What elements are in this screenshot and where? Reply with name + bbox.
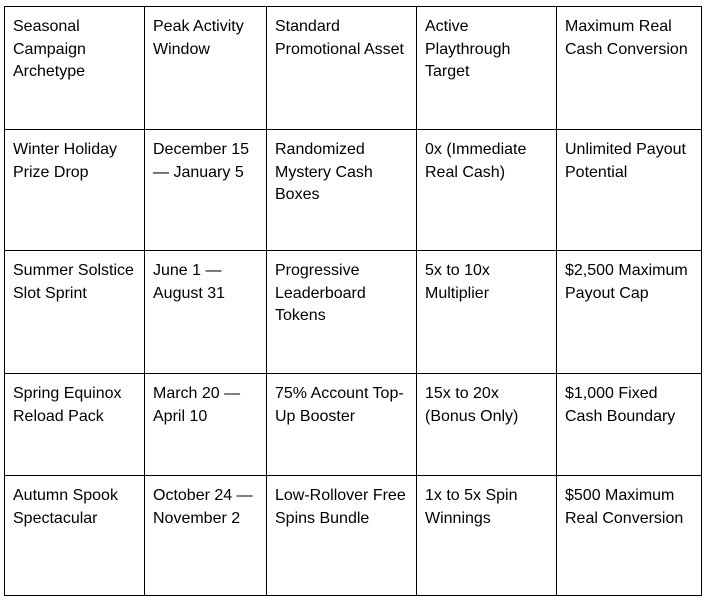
table-cell: 1x to 5x Spin Winnings (417, 476, 557, 596)
table-cell: $500 Maximum Real Conversion (557, 476, 702, 596)
table-cell: Spring Equinox Reload Pack (5, 374, 145, 476)
table-cell: 5x to 10x Multiplier (417, 251, 557, 374)
table-cell: 0x (Immediate Real Cash) (417, 130, 557, 251)
table-cell: Randomized Mystery Cash Boxes (267, 130, 417, 251)
table-row (5, 374, 702, 476)
table-header-row (5, 7, 702, 130)
table-cell: $2,500 Maximum Payout Cap (557, 251, 702, 374)
table-row (5, 476, 702, 596)
table-cell: Low-Rollover Free Spins Bundle (267, 476, 417, 596)
header-cell-peak-activity-window: Peak Activity Window (145, 7, 267, 130)
table-cell: Winter Holiday Prize Drop (5, 130, 145, 251)
table-cell: March 20 — April 10 (145, 374, 267, 476)
table-cell: Progressive Leaderboard Tokens (267, 251, 417, 374)
table-cell: Unlimited Payout Potential (557, 130, 702, 251)
table-cell: October 24 — November 2 (145, 476, 267, 596)
table-cell: 75% Account Top-Up Booster (267, 374, 417, 476)
table-cell: Summer Solstice Slot Sprint (5, 251, 145, 374)
table-cell: $1,000 Fixed Cash Boundary (557, 374, 702, 476)
seasonal-campaign-table (4, 6, 702, 596)
header-cell-playthrough-target: Active Playthrough Target (417, 7, 557, 130)
table-cell: Autumn Spook Spectacular (5, 476, 145, 596)
header-cell-promotional-asset: Standard Promotional Asset (267, 7, 417, 130)
table-cell: December 15 — January 5 (145, 130, 267, 251)
table-row (5, 251, 702, 374)
table-row (5, 130, 702, 251)
header-cell-campaign-archetype: Seasonal Campaign Archetype (5, 7, 145, 130)
header-cell-max-cash-conversion: Maximum Real Cash Conversion (557, 7, 702, 130)
table-cell: June 1 — August 31 (145, 251, 267, 374)
table-cell: 15x to 20x (Bonus Only) (417, 374, 557, 476)
